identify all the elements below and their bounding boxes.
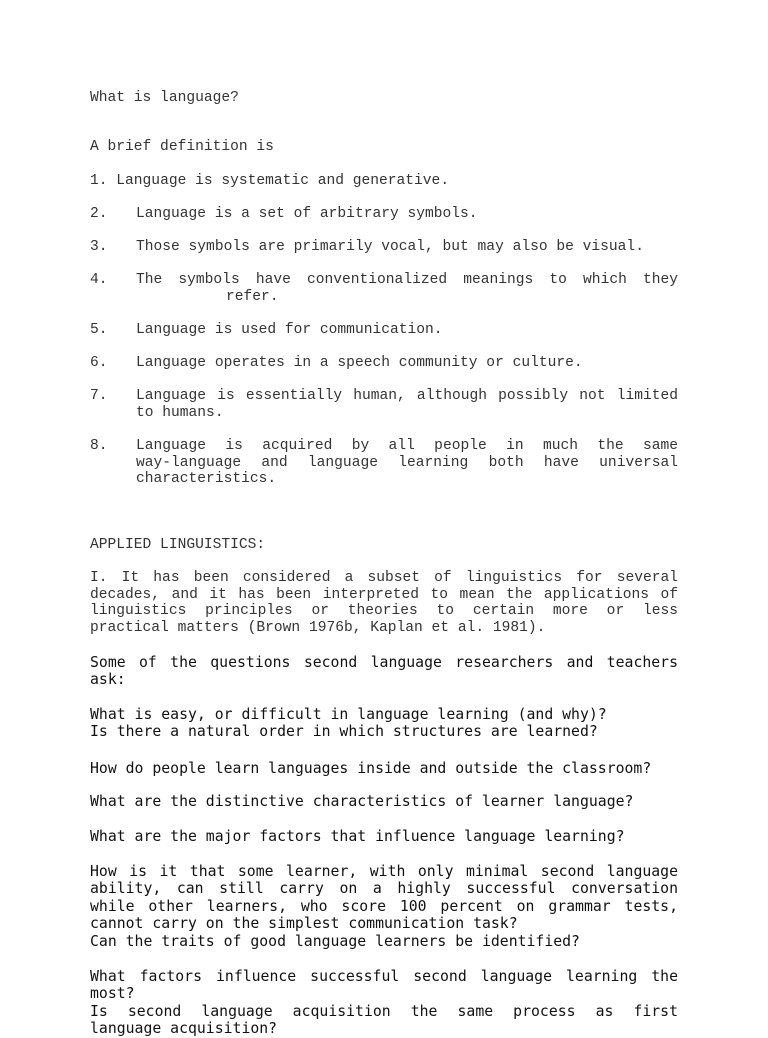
questions-lead <box>90 654 678 689</box>
paragraph-line: I. It has been considered a subset of linguistics for several <box>90 570 678 586</box>
question-line: cannot carry on the simplest communication task? <box>90 915 518 933</box>
definition-item-4 <box>90 272 678 305</box>
question-block-8 <box>90 968 678 1038</box>
question-text: How do people learn languages inside and outside the classroom? <box>90 760 652 777</box>
definition-number: 7. <box>90 388 108 404</box>
definition-text-line-2: refer. <box>226 288 279 305</box>
definition-item-7 <box>90 388 678 421</box>
definition-item-6 <box>90 355 678 372</box>
definition-item-3 <box>90 239 678 256</box>
definition-item-8 <box>90 438 678 488</box>
definition-number: 6. <box>90 355 108 371</box>
question-text: Is there a natural order in which structures are learned? <box>90 723 598 741</box>
applied-linguistics-paragraph <box>90 570 678 636</box>
definition-number: 8. <box>90 438 108 454</box>
section-heading: APPLIED LINGUISTICS: <box>90 537 266 553</box>
page-title: What is language? <box>90 90 239 106</box>
definition-item-2 <box>90 206 678 223</box>
question-text: What is easy, or difficult in language learning (and why)? <box>90 706 607 723</box>
question-line: ability, can still carry on a highly successful conversation <box>90 880 678 898</box>
definition-text: Those symbols are primarily vocal, but may also be visual. <box>136 239 644 255</box>
question-line: How is it that some learner, with only minimal second language <box>90 863 678 880</box>
definition-text: Language operates in a speech community or culture. <box>136 355 583 371</box>
definition-text-line-1: The symbols have conventionalized meanings to which they <box>136 272 678 288</box>
definition-number: 5. <box>90 322 108 338</box>
definition-text: Language is a set of arbitrary symbols. <box>136 206 478 222</box>
definition-text: Language is systematic and generative. <box>116 173 450 189</box>
definition-text-line-2: to humans. <box>136 404 224 421</box>
paragraph-line: linguistics principles or theories to certain more or less <box>90 603 678 619</box>
question-block-6 <box>90 863 678 950</box>
question-text: What are the major factors that influence language learning? <box>90 828 625 845</box>
definition-text-line-2: way-language and language learning both have universal <box>136 454 678 471</box>
definition-text-line-3: characteristics. <box>136 471 277 487</box>
question-line: What factors influence successful second language learning the <box>90 968 678 985</box>
question-line: most? <box>90 985 135 1003</box>
definition-item-5 <box>90 322 678 339</box>
definition-number: 4. <box>90 272 108 288</box>
definition-number: 2. <box>90 206 108 222</box>
definition-number: 3. <box>90 239 108 255</box>
questions-lead-line-1: Some of the questions second language researchers and teachers <box>90 654 678 671</box>
definition-text-line-1: Language is acquired by all people in much the same <box>136 438 678 454</box>
questions-lead-line-2: ask: <box>90 671 126 689</box>
question-line: Is second language acquisition the same process as first <box>90 1002 678 1020</box>
paragraph-line: decades, and it has been interpreted to mean the applications of <box>90 586 678 603</box>
question-block-1 <box>90 706 678 741</box>
definition-item-1 <box>90 173 678 190</box>
paragraph-line: practical matters (Brown 1976b, Kaplan et al. 1981). <box>90 619 546 636</box>
definition-text: Language is used for communication. <box>136 322 443 338</box>
definition-text-line-1: Language is essentially human, although possibly not limited <box>136 388 678 404</box>
question-line: while other learners, who score 100 percent on grammar tests, <box>90 897 678 915</box>
question-text: Can the traits of good language learners be identified? <box>90 932 580 950</box>
question-line: language acquisition? <box>90 1020 278 1038</box>
intro-text: A brief definition is <box>90 139 274 155</box>
definition-number: 1. <box>90 173 108 189</box>
question-text: What are the distinctive characteristics of learner language? <box>90 793 634 810</box>
